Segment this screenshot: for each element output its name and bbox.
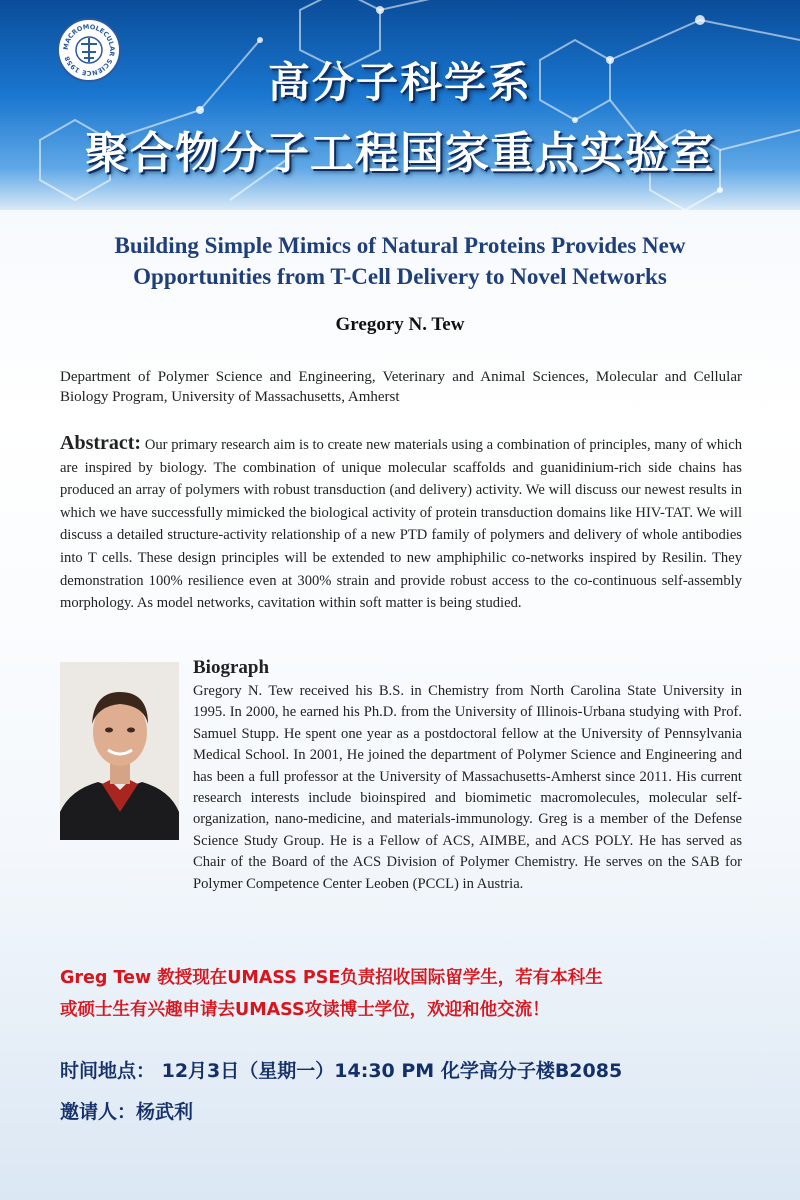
recruitment-notice	[60, 962, 760, 1026]
notice-line-1: Greg Tew 教授现在UMASS PSE负责招收国际留学生，若有本科生	[60, 968, 603, 988]
biograph-heading: Biograph	[193, 657, 270, 678]
talk-title-line-1: Building Simple Mimics of Natural Proteins Provides New	[114, 233, 686, 258]
abstract-section	[60, 432, 742, 615]
speaker-name: Gregory N. Tew	[335, 314, 465, 335]
talk-title	[40, 230, 760, 292]
event-host: 邀请人：杨武利	[60, 1101, 194, 1123]
event-time-place: 时间地点： 12月3日（星期一）14:30 PM 化学高分子楼B2085	[60, 1060, 623, 1082]
talk-title-line-2: Opportunities from T-Cell Delivery to Novel Networks	[133, 264, 667, 289]
department-title: 高分子科学系	[267, 58, 532, 107]
photo-spacer	[60, 655, 193, 875]
biograph-section	[60, 655, 742, 895]
header-banner	[0, 0, 800, 210]
biograph-text: Gregory N. Tew received his B.S. in Chemistry from North Carolina State University in 1995. In 2000, he earned his Ph.D. from the University of Illinois-Urbana studying with Prof. Samuel Stupp. He spent one year as a postdoctoral fellow at the University of Pennsylvania Medical School. In 2001, He joined the department of Polymer Science and Engineering and has been a full professor at the University of Massachusetts-Amherst since 2011. His current research interests include bioinspired and biomimetic macromolecules, molecular self-organization, nano-medicine, and materials-immunology. Greg is a member of the Defense Science Study Group. He is a Fellow of ACS, AIMBE, and ACS POLY. He has served as Chair of the Board of the ACS Division of Polymer Chemistry. He serves on the SAB for Polymer Competence Center Leoben (PCCL) in Austria.	[193, 683, 742, 892]
svg-text:MACROMOLECULAR SCIENCE 1958: MACROMOLECULAR SCIENCE 1958	[61, 22, 117, 78]
lab-title: 聚合物分子工程国家重点实验室	[85, 128, 715, 179]
speaker-affiliation: Department of Polymer Science and Engineering, Veterinary and Animal Sciences, Molecular and Cellular Biology Program, University of Massachusetts, Amherst	[60, 369, 742, 405]
notice-line-2: 或硕士生有兴趣申请去UMASS攻读博士学位，欢迎和他交流！	[60, 1000, 550, 1020]
abstract-label: Abstract:	[60, 432, 142, 454]
abstract-text: Our primary research aim is to create new materials using a combination of principles, many of which are inspired by biology. The combination of unique molecular scaffolds and guanidinium-rich side chains has produced an array of polymers with robust transduction (and delivery) activity. We will discuss our newest results in which we have successfully mimicked the biological activity of protein transduction domains like HIV-TAT. We will discuss a detailed structure-activity relationship of a new PTD family of polymers and delivery of whole antibodies into T cells. These design principles will be extended to new amphiphilic co-networks inspired by Resilin. They demonstration 100% resilience even at 300% strain and provide robust access to the co-continuous self-assembly morphology. As model networks, cavitation within soft matter is being studied.	[60, 437, 742, 612]
